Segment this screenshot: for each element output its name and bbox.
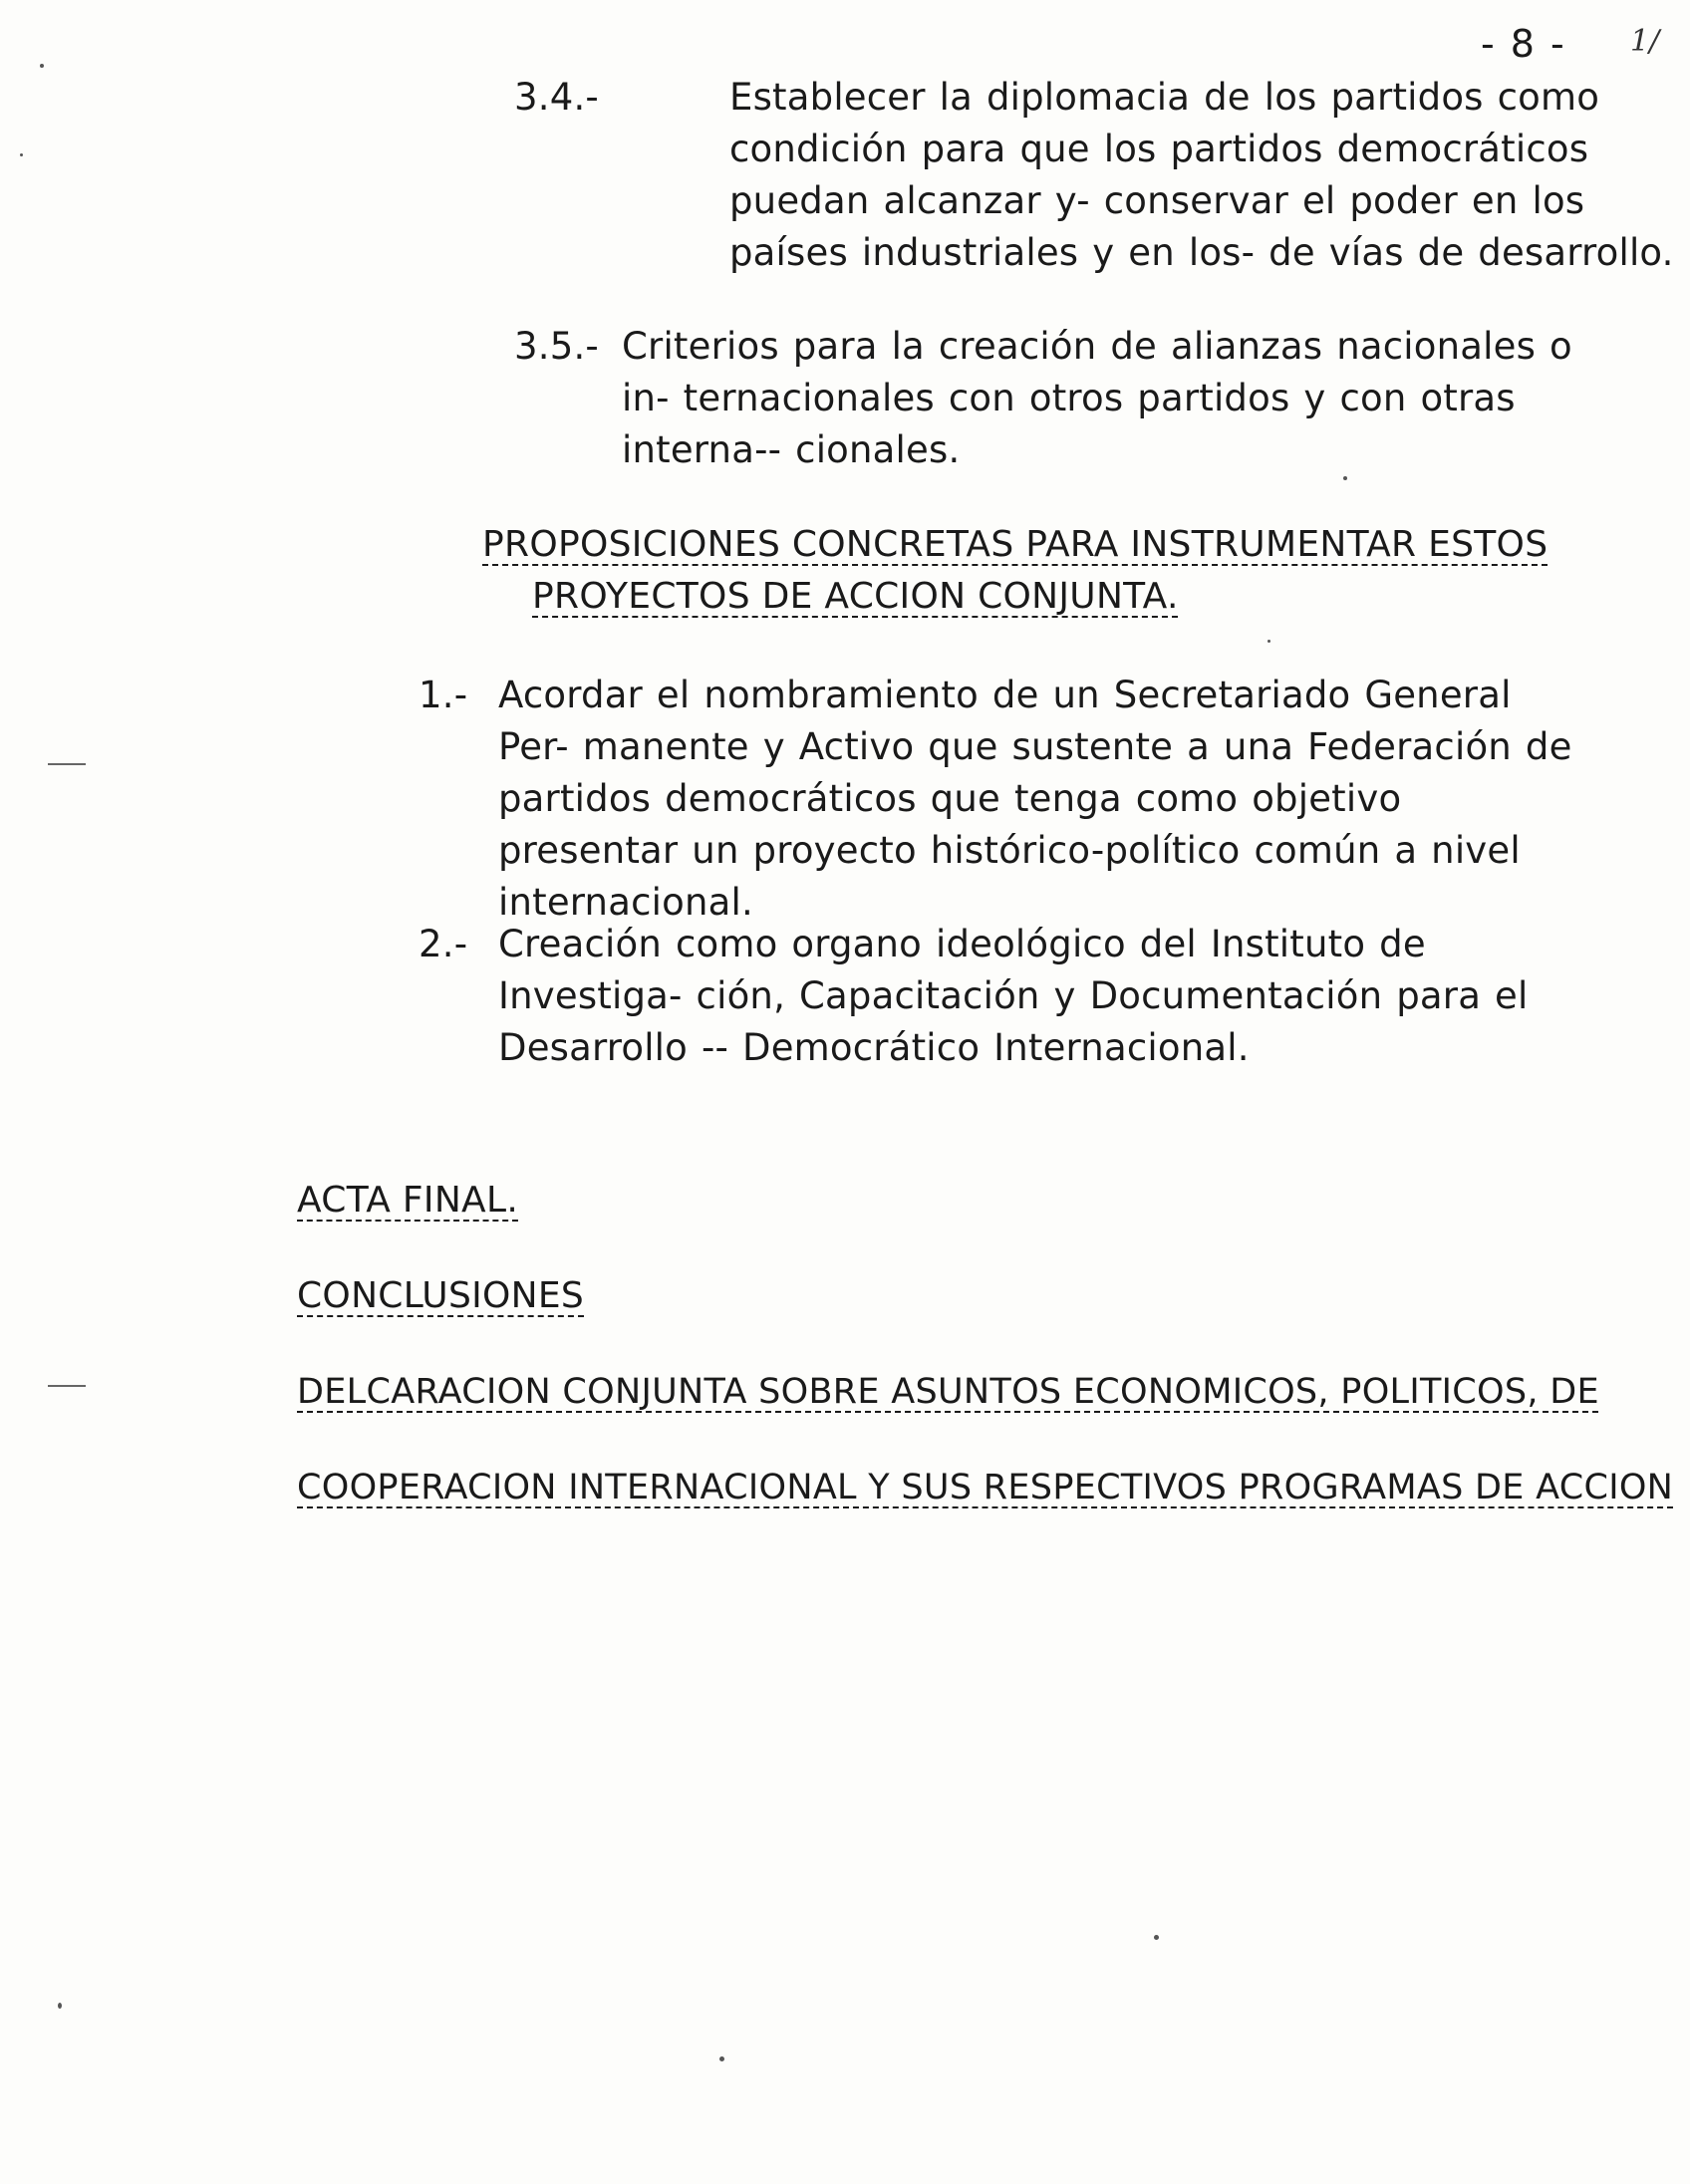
proposals-heading-line2: PROYECTOS DE ACCION CONJUNTA.: [532, 576, 1179, 617]
scan-mark: [48, 1385, 86, 1387]
scan-speck: [1154, 1935, 1159, 1940]
proposal-item-2: [419, 919, 1594, 1074]
conclusiones-heading: CONCLUSIONES: [297, 1275, 585, 1316]
scan-speck: [1268, 640, 1270, 643]
proposal-item-1: [419, 670, 1594, 929]
item-number: 3.5.-: [514, 325, 599, 368]
page-number: - 8 -: [1481, 22, 1566, 66]
declaracion-heading-line2: COOPERACION INTERNACIONAL Y SUS RESPECTIVOS PROGRAMAS DE ACCION: [297, 1468, 1674, 1507]
list-item-3-5: [514, 321, 1590, 476]
item-number: 2.-: [419, 923, 468, 965]
scan-speck: [40, 64, 44, 68]
item-text: Acordar el nombramiento de un Secretariado General Per- manente y Activo que sustente a una Federación de partidos democráticos que tenga como objetivo presentar un proyecto histórico-político común a nivel internacional.: [498, 674, 1572, 924]
item-number: 1.-: [419, 674, 468, 716]
acta-final-heading: ACTA FINAL.: [297, 1180, 519, 1221]
item-number: 3.4.-: [514, 76, 599, 119]
scan-speck: [1343, 476, 1347, 480]
item-text: Establecer la diplomacia de los partidos como condición para que los partidos democráticos puedan alcanzar y- conservar el poder en los países industriales y en los- de vías de desarrollo.: [729, 76, 1674, 274]
scan-mark: [48, 763, 86, 765]
scan-speck: [719, 2056, 724, 2061]
list-item-3-4: [514, 72, 1674, 279]
scan-speck: [58, 2003, 62, 2009]
proposals-heading-line1: PROPOSICIONES CONCRETAS PARA INSTRUMENTAR ESTOS: [482, 524, 1549, 565]
declaracion-heading-line1: DELCARACION CONJUNTA SOBRE ASUNTOS ECONOMICOS, POLITICOS, DE: [297, 1372, 1599, 1412]
item-text: Criterios para la creación de alianzas nacionales o in- ternacionales con otros partidos y con otras interna-- cionales.: [622, 325, 1572, 471]
margin-mark: 1/: [1630, 24, 1660, 59]
scan-speck: [20, 153, 23, 156]
item-text: Creación como organo ideológico del Instituto de Investiga- ción, Capacitación y Documentación para el Desarrollo -- Democrático Internacional.: [498, 923, 1529, 1069]
